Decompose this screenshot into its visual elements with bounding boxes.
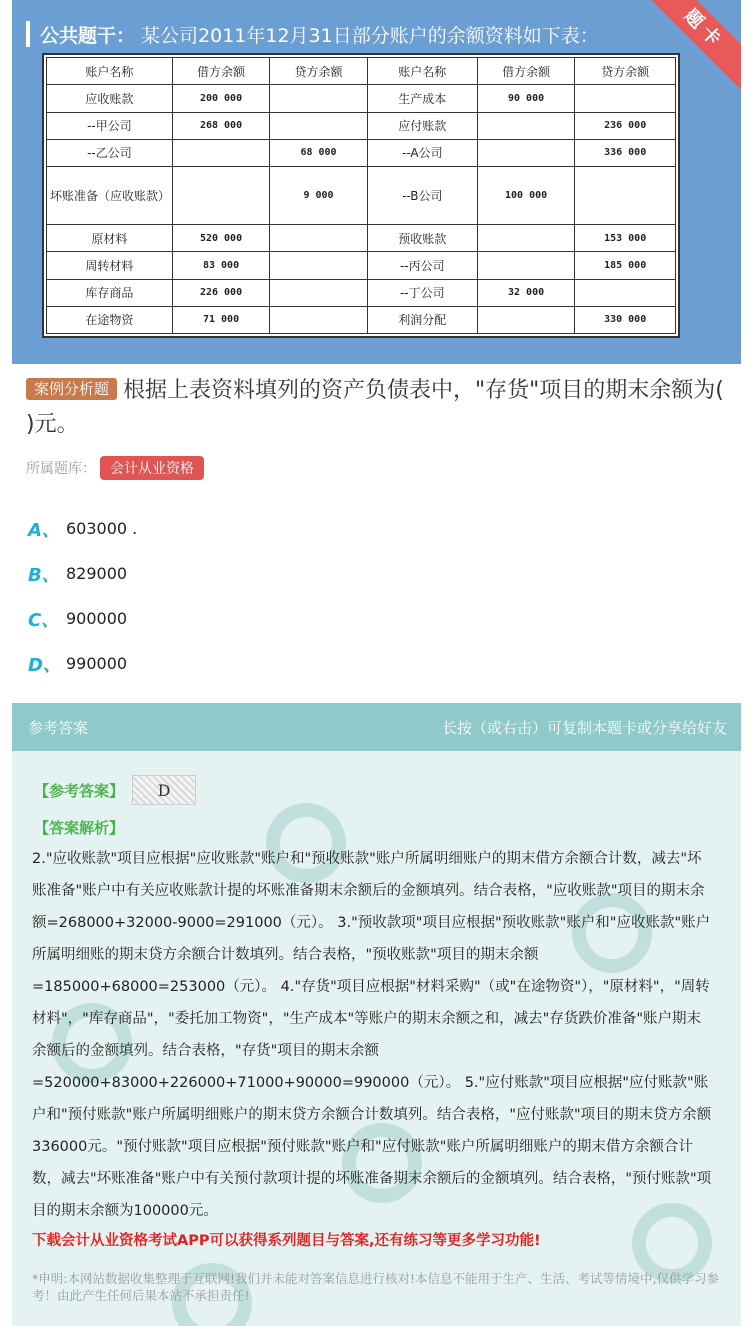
analysis-text: 2."应收账款"项目应根据"应收账款"账户和"预收账款"账户所属明细账户的期末借方余额合计数，减去"坏账准备"账户中有关应收账款计提的坏账准备期末余额后的金额填列。结合表格，"应收账款"项目的期末余额=268000+32000-9000=291000（元）。 3."预收款项"项目应根据"预收账款"账户和"应收账款"账户所属明细账的期末贷方余额合计数填列。结合表格，"预收账款"项目的期末余额=185000+68000=253000（元）。 4."存货"项目应根据"材料采购"（或"在途物资"），"原材料"，"周转材料"，"库存商品"，"委托加工物资"，"生产成本"等账户的期末余额之和，减去"存货跌价准备"账户期末余额后的金额填列。结合表格，"存货"项目的期末余额=520000+83000+226000+71000+90000=990000（元）。 5."应付账款"项目应根据"应付账款"账户和"预付账款"账户所属明细账户的期末贷方余额合计数填列。结合表格，"应付账款"项目的期末贷方余额336000元。"预付账款"项目应根据"预付账款"账户和"应付账款"账户所属明细账户的期末借方余额合计数，减去"坏账准备"账户中有关预付款项计提的坏账准备期末余额后的金额填列。结合表格，"预付账款"项目的期末余额为100000元。	[32, 851, 712, 1219]
balance-table	[46, 57, 676, 334]
table-header-cell: 贷方余额	[575, 58, 676, 85]
option-text: 603000 .	[66, 519, 138, 538]
table-cell	[575, 167, 676, 225]
table-cell: --B公司	[367, 167, 477, 225]
table-cell: --丙公司	[367, 252, 477, 279]
table-header-cell: 贷方余额	[270, 58, 367, 85]
table-row	[47, 139, 676, 166]
stem-header	[26, 20, 599, 48]
table-cell: 原材料	[47, 225, 173, 252]
table-cell	[270, 112, 367, 139]
stem-tag: 公共题干：	[40, 24, 136, 47]
option-text: 990000	[66, 654, 128, 673]
question-text: 根据上表资料填列的资产负债表中，"存货"项目的期末余额为( )元。	[26, 378, 724, 437]
table-header-cell: 账户名称	[367, 58, 477, 85]
table-row	[47, 279, 676, 306]
table-cell: 200 000	[172, 85, 269, 112]
share-hint[interactable]: 长按（或右击）可复制本题卡或分享给好友	[441, 718, 727, 737]
balance-table-frame	[42, 53, 680, 338]
table-cell	[477, 112, 574, 139]
table-cell	[575, 279, 676, 306]
table-header-cell: 借方余额	[172, 58, 269, 85]
stem-text: 某公司2011年12月31日部分账户的余额资料如下表：	[141, 24, 599, 47]
table-header-cell: 账户名称	[47, 58, 173, 85]
option-b[interactable]	[28, 551, 137, 596]
table-cell: 226 000	[172, 279, 269, 306]
table-cell	[270, 252, 367, 279]
table-cell: 100 000	[477, 167, 574, 225]
table-cell: 周转材料	[47, 252, 173, 279]
question-stem-panel	[12, 0, 741, 364]
disclaimer: *申明:本网站数据收集整理于互联网!我们并未能对答案信息进行核对!本信息不能用于生产、生活、考试等情境中,仅供学习参考！由此产生任何后果本站不承担责任!	[32, 1271, 719, 1303]
table-cell	[575, 85, 676, 112]
table-cell: 268 000	[172, 112, 269, 139]
option-text: 829000	[66, 564, 128, 583]
answer-header-title: 参考答案	[28, 718, 89, 737]
table-row	[47, 306, 676, 333]
question-type-tag: 案例分析题	[26, 378, 117, 400]
option-a[interactable]	[28, 506, 137, 551]
table-cell	[477, 139, 574, 166]
table-cell: --A公司	[367, 139, 477, 166]
table-cell: 预收账款	[367, 225, 477, 252]
source-label: 所属题库：	[26, 461, 96, 477]
reference-answer-value: D	[132, 775, 196, 805]
question	[26, 374, 732, 442]
table-row	[47, 112, 676, 139]
option-c[interactable]	[28, 596, 137, 641]
option-letter: C、	[28, 609, 60, 631]
table-cell	[172, 167, 269, 225]
table-row	[47, 252, 676, 279]
table-row	[47, 225, 676, 252]
card-ribbon: 题卡	[640, 0, 741, 94]
table-cell: 71 000	[172, 306, 269, 333]
table-header-cell: 借方余额	[477, 58, 574, 85]
table-header-row	[47, 58, 676, 85]
table-cell	[477, 306, 574, 333]
table-cell: 68 000	[270, 139, 367, 166]
table-cell: 利润分配	[367, 306, 477, 333]
answer-panel	[12, 703, 741, 1326]
table-cell	[270, 85, 367, 112]
table-cell: 应收账款	[47, 85, 173, 112]
option-d[interactable]	[28, 641, 137, 686]
table-cell: 520 000	[172, 225, 269, 252]
analysis-label: 【答案解析】	[34, 819, 125, 837]
table-cell: --丁公司	[367, 279, 477, 306]
reference-answer	[34, 775, 196, 805]
table-cell: --乙公司	[47, 139, 173, 166]
question-source	[26, 456, 204, 480]
table-cell: 185 000	[575, 252, 676, 279]
table-cell: 9 000	[270, 167, 367, 225]
option-letter: B、	[28, 564, 60, 586]
reference-answer-label: 【参考答案】	[34, 781, 125, 800]
app-promo-link[interactable]: 下载会计从业资格考试APP可以获得系列题目与答案,还有练习等更多学习功能!	[32, 1233, 541, 1249]
table-cell	[477, 252, 574, 279]
table-cell: 330 000	[575, 306, 676, 333]
table-cell: 336 000	[575, 139, 676, 166]
table-cell	[270, 306, 367, 333]
table-cell: 在途物资	[47, 306, 173, 333]
table-cell: 32 000	[477, 279, 574, 306]
option-text: 900000	[66, 609, 128, 628]
stem-accent-bar	[26, 21, 30, 47]
table-row	[47, 167, 676, 225]
option-letter: A、	[28, 519, 60, 541]
source-tag[interactable]: 会计从业资格	[100, 456, 204, 480]
table-row	[47, 85, 676, 112]
table-cell	[270, 225, 367, 252]
table-cell	[477, 225, 574, 252]
table-cell: 应付账款	[367, 112, 477, 139]
table-cell: --甲公司	[47, 112, 173, 139]
table-cell: 生产成本	[367, 85, 477, 112]
table-cell: 90 000	[477, 85, 574, 112]
table-cell: 83 000	[172, 252, 269, 279]
table-cell	[270, 279, 367, 306]
table-cell: 236 000	[575, 112, 676, 139]
option-letter: D、	[28, 654, 61, 676]
answer-header	[12, 703, 741, 751]
table-cell: 库存商品	[47, 279, 173, 306]
answer-options	[28, 506, 137, 686]
table-cell	[172, 139, 269, 166]
table-cell: 153 000	[575, 225, 676, 252]
table-cell: 坏账准备（应收账款）	[47, 167, 173, 225]
